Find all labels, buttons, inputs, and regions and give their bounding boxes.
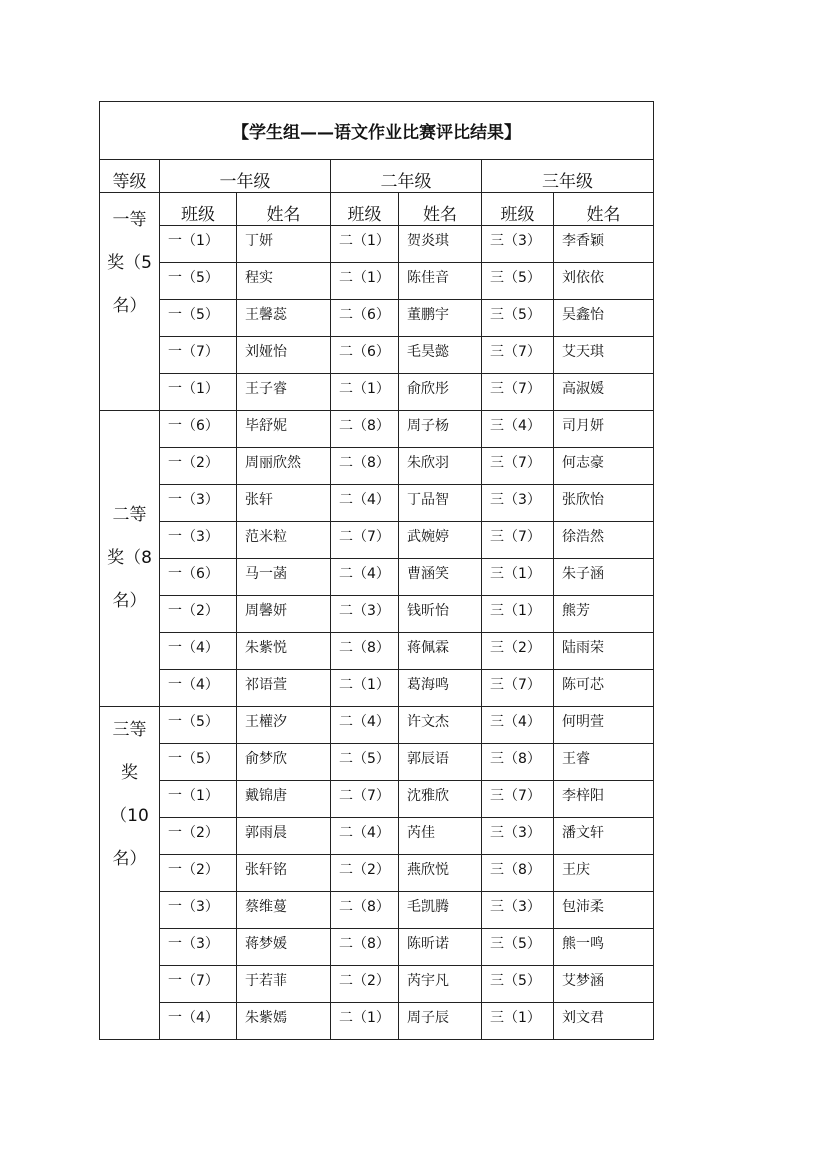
table-row bbox=[100, 411, 654, 448]
student-name-cell: 沈雅欣 bbox=[399, 781, 482, 818]
student-name-cell: 武婉婷 bbox=[399, 522, 482, 559]
student-name-cell: 俞梦欣 bbox=[237, 744, 331, 781]
class-cell: 一（3） bbox=[160, 929, 237, 966]
award-level-3 bbox=[100, 707, 160, 1040]
student-name-cell: 朱欣羽 bbox=[399, 448, 482, 485]
student-name-cell: 蒋梦媛 bbox=[237, 929, 331, 966]
student-name-cell: 熊一鸣 bbox=[554, 929, 654, 966]
student-name-cell: 毛昊懿 bbox=[399, 337, 482, 374]
student-name-cell: 张欣怡 bbox=[554, 485, 654, 522]
class-cell: 三（5） bbox=[482, 929, 554, 966]
student-name-cell: 周子杨 bbox=[399, 411, 482, 448]
table-row bbox=[100, 522, 654, 559]
class-cell: 一（4） bbox=[160, 670, 237, 707]
table-row bbox=[100, 448, 654, 485]
class-cell: 二（1） bbox=[331, 226, 399, 263]
student-name-cell: 王庆 bbox=[554, 855, 654, 892]
class-cell: 二（8） bbox=[331, 929, 399, 966]
student-name-cell: 芮宇凡 bbox=[399, 966, 482, 1003]
class-cell: 三（4） bbox=[482, 411, 554, 448]
class-cell: 一（5） bbox=[160, 707, 237, 744]
student-name-cell: 王馨蕊 bbox=[237, 300, 331, 337]
student-name-cell: 朱紫嫣 bbox=[237, 1003, 331, 1040]
student-name-cell: 马一菡 bbox=[237, 559, 331, 596]
class-cell: 三（8） bbox=[482, 855, 554, 892]
class-cell: 三（3） bbox=[482, 892, 554, 929]
class-cell: 二（6） bbox=[331, 300, 399, 337]
class-cell: 三（5） bbox=[482, 300, 554, 337]
class-cell: 二（4） bbox=[331, 559, 399, 596]
award-level-line: （10 bbox=[110, 806, 149, 826]
class-cell: 二（1） bbox=[331, 670, 399, 707]
student-name-cell: 陆雨荣 bbox=[554, 633, 654, 670]
class-cell: 一（7） bbox=[160, 337, 237, 374]
class-cell: 二（2） bbox=[331, 966, 399, 1003]
student-name-cell: 贺炎琪 bbox=[399, 226, 482, 263]
student-name-cell: 程实 bbox=[237, 263, 331, 300]
class-column-header: 班级 bbox=[482, 193, 554, 226]
name-column-header: 姓名 bbox=[399, 193, 482, 226]
award-level-line: 名） bbox=[112, 849, 147, 869]
student-name-cell: 蒋佩霖 bbox=[399, 633, 482, 670]
class-cell: 一（6） bbox=[160, 559, 237, 596]
student-name-cell: 曹涵笑 bbox=[399, 559, 482, 596]
class-cell: 二（1） bbox=[331, 1003, 399, 1040]
class-cell: 二（8） bbox=[331, 411, 399, 448]
student-name-cell: 徐浩然 bbox=[554, 522, 654, 559]
level-header: 等级 bbox=[100, 160, 160, 193]
student-name-cell: 艾天琪 bbox=[554, 337, 654, 374]
student-name-cell: 陈可芯 bbox=[554, 670, 654, 707]
grade-3-header: 三年级 bbox=[482, 160, 654, 193]
student-name-cell: 王權汐 bbox=[237, 707, 331, 744]
student-name-cell: 司月妍 bbox=[554, 411, 654, 448]
student-name-cell: 王子睿 bbox=[237, 374, 331, 411]
class-cell: 二（7） bbox=[331, 522, 399, 559]
class-cell: 二（6） bbox=[331, 337, 399, 374]
grade-2-header: 二年级 bbox=[331, 160, 482, 193]
class-cell: 二（8） bbox=[331, 633, 399, 670]
class-cell: 一（2） bbox=[160, 448, 237, 485]
student-name-cell: 董鹏宇 bbox=[399, 300, 482, 337]
student-name-cell: 陈佳音 bbox=[399, 263, 482, 300]
student-name-cell: 周丽欣然 bbox=[237, 448, 331, 485]
class-cell: 一（4） bbox=[160, 633, 237, 670]
student-name-cell: 王睿 bbox=[554, 744, 654, 781]
student-name-cell: 钱昕怡 bbox=[399, 596, 482, 633]
class-cell: 三（2） bbox=[482, 633, 554, 670]
student-name-cell: 高淑媛 bbox=[554, 374, 654, 411]
student-name-cell: 燕欣悦 bbox=[399, 855, 482, 892]
table-row bbox=[100, 263, 654, 300]
award-level-1 bbox=[100, 193, 160, 411]
student-name-cell: 熊芳 bbox=[554, 596, 654, 633]
student-name-cell: 朱紫悦 bbox=[237, 633, 331, 670]
class-cell: 一（3） bbox=[160, 485, 237, 522]
award-level-2 bbox=[100, 411, 160, 707]
table-row bbox=[100, 707, 654, 744]
class-cell: 一（5） bbox=[160, 300, 237, 337]
student-name-cell: 郭辰语 bbox=[399, 744, 482, 781]
student-name-cell: 包沛柔 bbox=[554, 892, 654, 929]
class-cell: 二（4） bbox=[331, 707, 399, 744]
results-table bbox=[99, 101, 654, 1040]
student-name-cell: 葛海鸣 bbox=[399, 670, 482, 707]
table-row bbox=[100, 226, 654, 263]
class-cell: 一（1） bbox=[160, 374, 237, 411]
table-row bbox=[100, 633, 654, 670]
table-row bbox=[100, 559, 654, 596]
class-cell: 二（3） bbox=[331, 596, 399, 633]
name-column-header: 姓名 bbox=[554, 193, 654, 226]
class-cell: 一（6） bbox=[160, 411, 237, 448]
student-name-cell: 周馨妍 bbox=[237, 596, 331, 633]
student-name-cell: 吴鑫怡 bbox=[554, 300, 654, 337]
grade-1-header: 一年级 bbox=[160, 160, 331, 193]
class-cell: 三（3） bbox=[482, 226, 554, 263]
class-cell: 三（1） bbox=[482, 559, 554, 596]
class-cell: 三（5） bbox=[482, 263, 554, 300]
class-cell: 一（2） bbox=[160, 818, 237, 855]
class-cell: 三（7） bbox=[482, 781, 554, 818]
table-row bbox=[100, 485, 654, 522]
student-name-cell: 艾梦涵 bbox=[554, 966, 654, 1003]
table-row bbox=[100, 966, 654, 1003]
class-cell: 三（7） bbox=[482, 374, 554, 411]
class-cell: 一（2） bbox=[160, 596, 237, 633]
student-name-cell: 范米粒 bbox=[237, 522, 331, 559]
student-name-cell: 陈昕诺 bbox=[399, 929, 482, 966]
student-name-cell: 潘文轩 bbox=[554, 818, 654, 855]
award-level-line: 奖（5 bbox=[107, 253, 152, 273]
student-name-cell: 李梓阳 bbox=[554, 781, 654, 818]
student-name-cell: 许文杰 bbox=[399, 707, 482, 744]
award-level-line: 名） bbox=[112, 591, 147, 611]
award-level-line: 三等 bbox=[112, 720, 147, 740]
table-row bbox=[100, 670, 654, 707]
table-row bbox=[100, 929, 654, 966]
class-column-header: 班级 bbox=[331, 193, 399, 226]
award-level-line: 奖（8 bbox=[107, 548, 152, 568]
subheader-row bbox=[100, 193, 654, 226]
table-row bbox=[100, 855, 654, 892]
table-row bbox=[100, 337, 654, 374]
class-cell: 三（4） bbox=[482, 707, 554, 744]
student-name-cell: 张轩 bbox=[237, 485, 331, 522]
table-row bbox=[100, 374, 654, 411]
award-level-line: 二等 bbox=[112, 505, 147, 525]
class-cell: 三（7） bbox=[482, 337, 554, 374]
class-column-header: 班级 bbox=[160, 193, 237, 226]
student-name-cell: 戴锦唐 bbox=[237, 781, 331, 818]
table-row bbox=[100, 596, 654, 633]
class-cell: 三（3） bbox=[482, 818, 554, 855]
student-name-cell: 于若菲 bbox=[237, 966, 331, 1003]
class-cell: 三（8） bbox=[482, 744, 554, 781]
student-name-cell: 李香颖 bbox=[554, 226, 654, 263]
class-cell: 二（8） bbox=[331, 892, 399, 929]
student-name-cell: 郭雨晨 bbox=[237, 818, 331, 855]
class-cell: 二（7） bbox=[331, 781, 399, 818]
class-cell: 一（7） bbox=[160, 966, 237, 1003]
class-cell: 三（1） bbox=[482, 1003, 554, 1040]
class-cell: 三（1） bbox=[482, 596, 554, 633]
student-name-cell: 朱子涵 bbox=[554, 559, 654, 596]
student-name-cell: 丁品智 bbox=[399, 485, 482, 522]
student-name-cell: 何志豪 bbox=[554, 448, 654, 485]
class-cell: 三（7） bbox=[482, 670, 554, 707]
student-name-cell: 祁语萱 bbox=[237, 670, 331, 707]
class-cell: 二（4） bbox=[331, 485, 399, 522]
student-name-cell: 刘娅怡 bbox=[237, 337, 331, 374]
class-cell: 一（4） bbox=[160, 1003, 237, 1040]
class-cell: 一（1） bbox=[160, 781, 237, 818]
table-row bbox=[100, 744, 654, 781]
class-cell: 三（3） bbox=[482, 485, 554, 522]
class-cell: 二（5） bbox=[331, 744, 399, 781]
student-name-cell: 芮佳 bbox=[399, 818, 482, 855]
table-row bbox=[100, 1003, 654, 1040]
class-cell: 一（3） bbox=[160, 892, 237, 929]
class-cell: 二（2） bbox=[331, 855, 399, 892]
student-name-cell: 毕舒妮 bbox=[237, 411, 331, 448]
class-cell: 三（5） bbox=[482, 966, 554, 1003]
class-cell: 二（1） bbox=[331, 374, 399, 411]
class-cell: 二（4） bbox=[331, 818, 399, 855]
award-level-line: 一等 bbox=[112, 210, 147, 230]
student-name-cell: 刘依依 bbox=[554, 263, 654, 300]
student-name-cell: 毛凯腾 bbox=[399, 892, 482, 929]
class-cell: 三（7） bbox=[482, 448, 554, 485]
class-cell: 一（5） bbox=[160, 744, 237, 781]
table-row bbox=[100, 300, 654, 337]
class-cell: 一（5） bbox=[160, 263, 237, 300]
class-cell: 三（7） bbox=[482, 522, 554, 559]
student-name-cell: 蔡维蔓 bbox=[237, 892, 331, 929]
class-cell: 一（1） bbox=[160, 226, 237, 263]
award-level-line: 奖 bbox=[121, 763, 138, 783]
class-cell: 二（8） bbox=[331, 448, 399, 485]
class-cell: 一（2） bbox=[160, 855, 237, 892]
student-name-cell: 刘文君 bbox=[554, 1003, 654, 1040]
student-name-cell: 丁妍 bbox=[237, 226, 331, 263]
table-row bbox=[100, 892, 654, 929]
class-cell: 一（3） bbox=[160, 522, 237, 559]
student-name-cell: 张轩铭 bbox=[237, 855, 331, 892]
name-column-header: 姓名 bbox=[237, 193, 331, 226]
class-cell: 二（1） bbox=[331, 263, 399, 300]
student-name-cell: 俞欣彤 bbox=[399, 374, 482, 411]
page-title: 【学生组——语文作业比赛评比结果】 bbox=[100, 102, 654, 160]
table-row bbox=[100, 818, 654, 855]
student-name-cell: 周子辰 bbox=[399, 1003, 482, 1040]
student-name-cell: 何明萱 bbox=[554, 707, 654, 744]
award-level-line: 名） bbox=[112, 296, 147, 316]
table-row bbox=[100, 781, 654, 818]
